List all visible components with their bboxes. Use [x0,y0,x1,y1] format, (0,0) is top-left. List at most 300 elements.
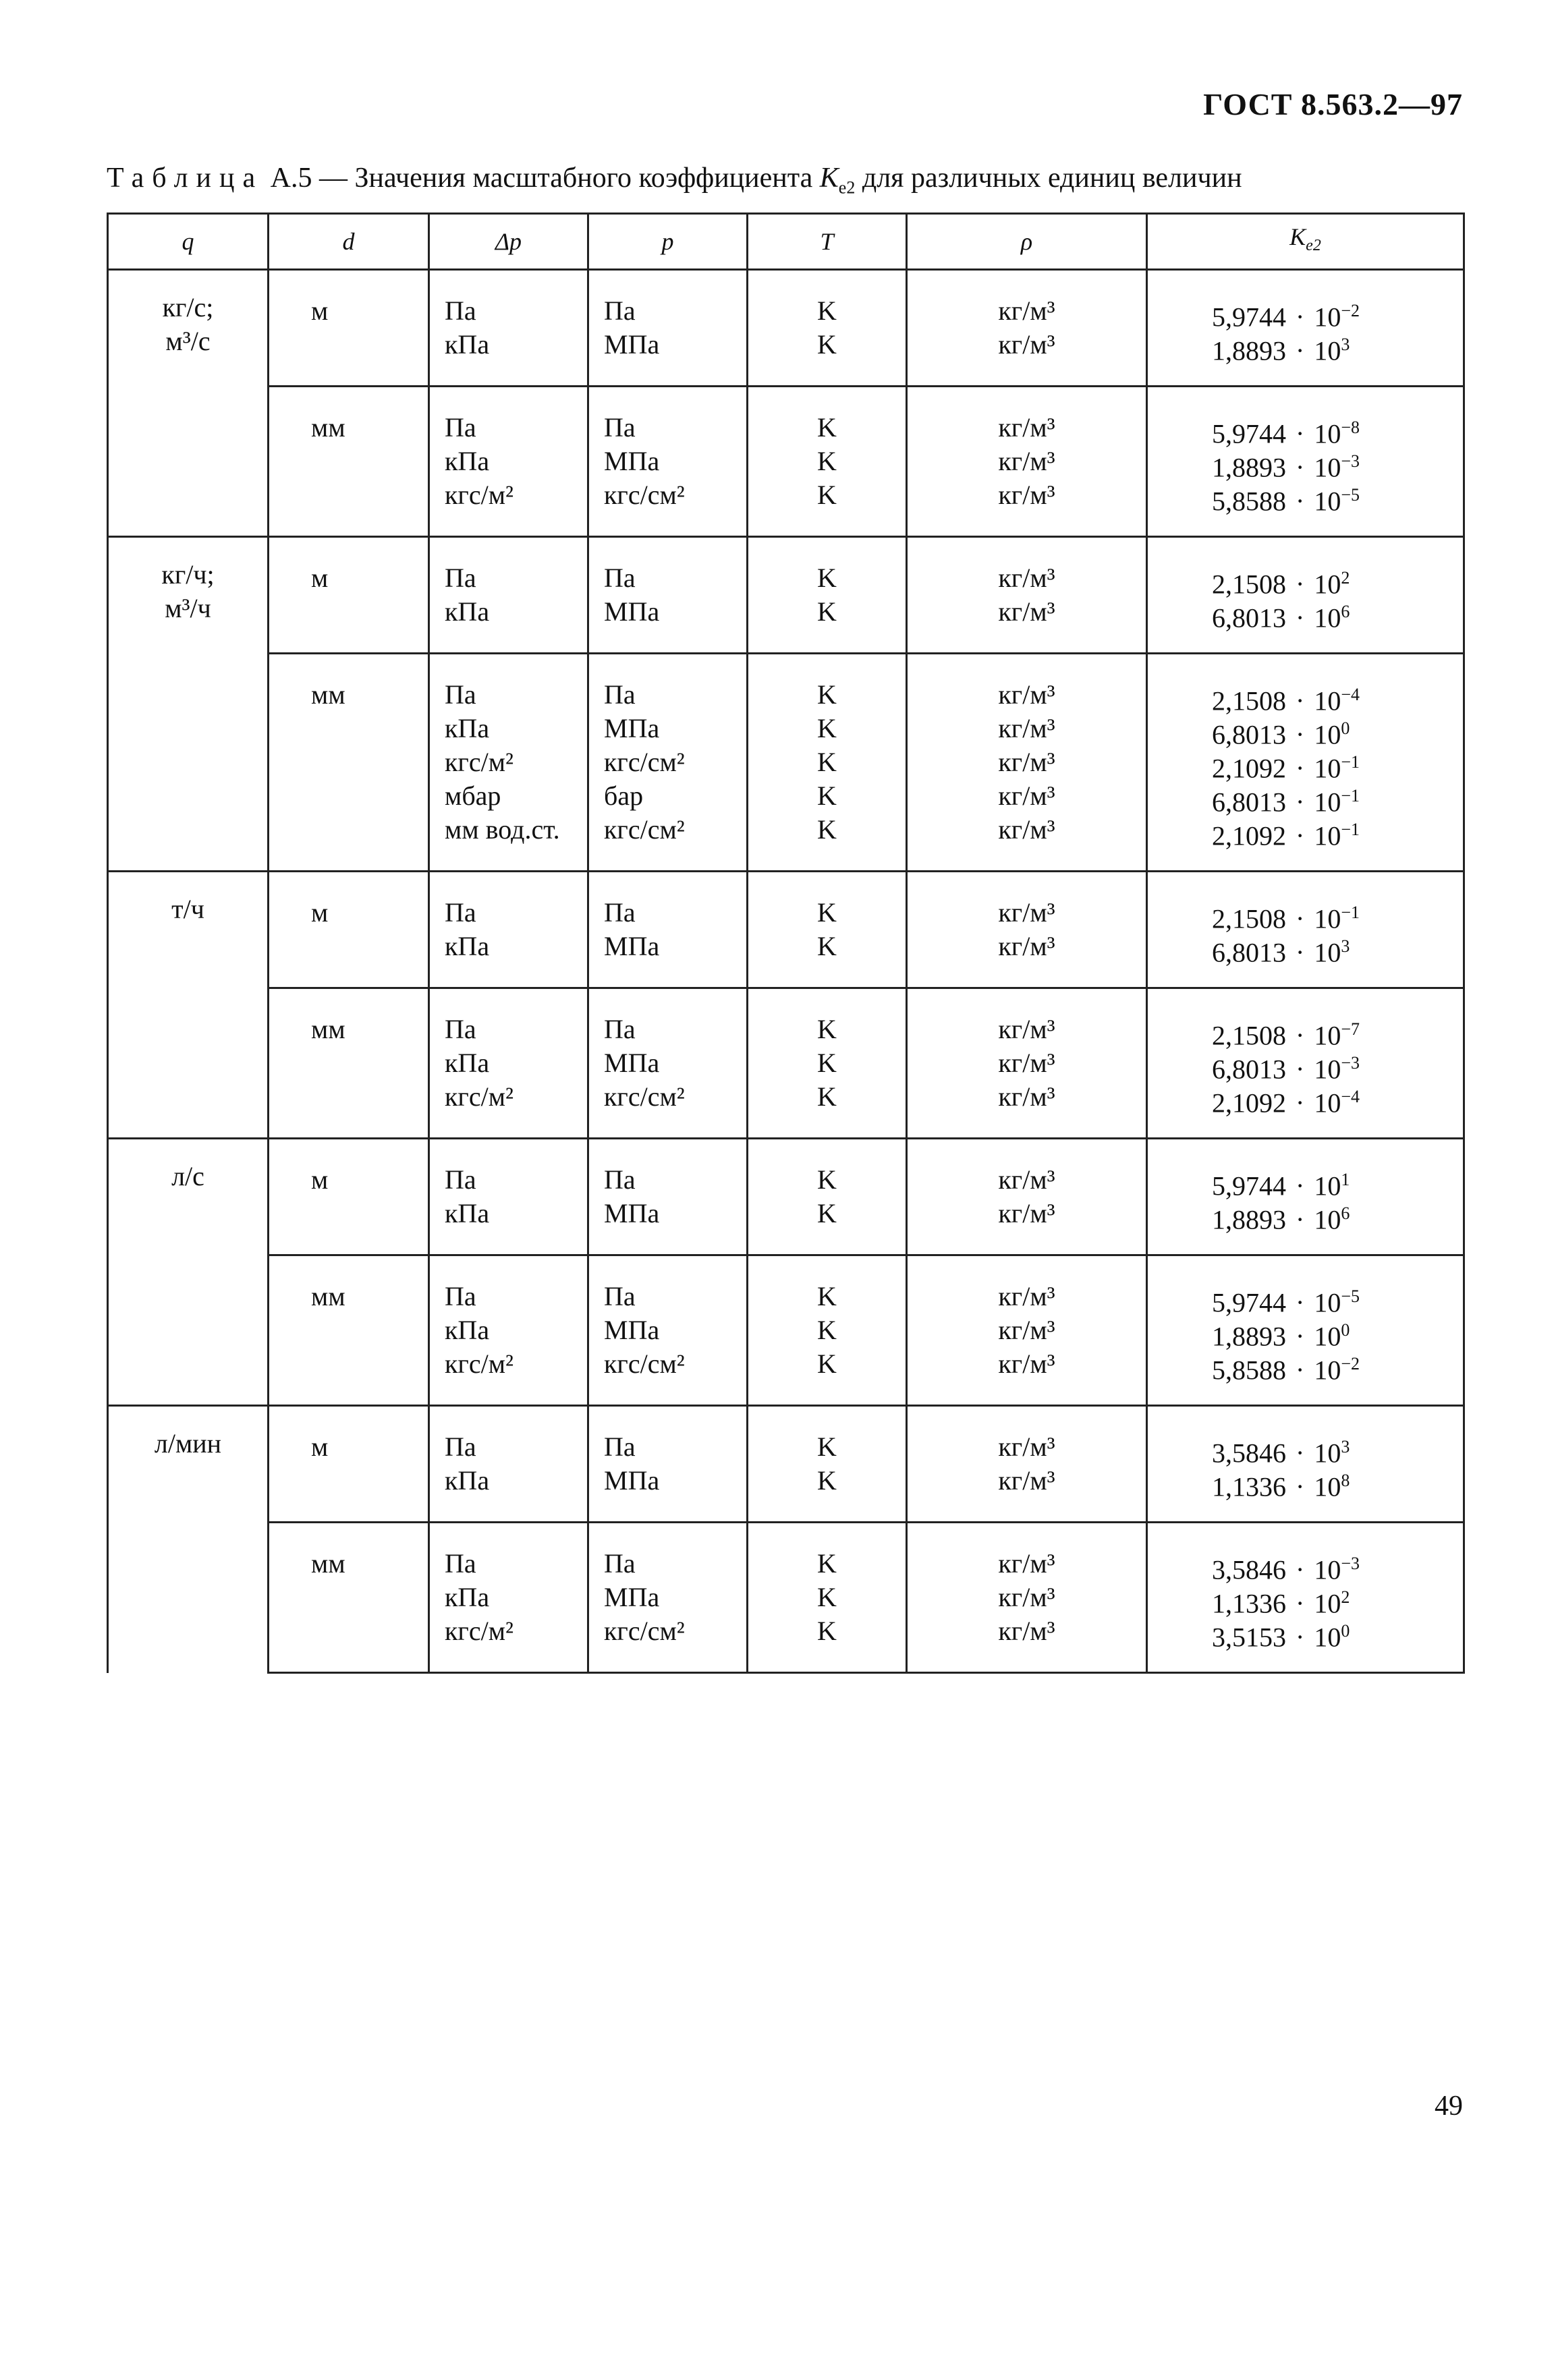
coefficient-mantissa: 6,8013 [1212,937,1286,968]
rho-unit: кг/м³ [998,781,1055,811]
rho-unit: кг/м³ [998,814,1055,845]
multiply-dot: · [1296,719,1305,750]
coefficient-base: 10 [1314,903,1341,934]
coefficient-value [1212,411,1463,449]
dp-unit: кгс/м² [445,1349,514,1379]
diameter-unit-cell [269,270,429,387]
coefficient-base: 10 [1314,685,1341,716]
coefficient-base: 10 [1314,1438,1341,1469]
t-unit: K [817,1349,837,1379]
multiply-dot: · [1296,1554,1305,1585]
dp-unit: кгс/м² [445,1081,514,1112]
p-unit: МПа [604,596,660,627]
coefficient-base: 10 [1314,486,1341,517]
dp-unit: Па [445,295,476,326]
coefficient-value [1212,1581,1463,1619]
coefficient-exponent: −2 [1341,1354,1360,1373]
coefficient-value [1212,1347,1463,1386]
coefficient-mantissa: 2,1508 [1212,569,1286,600]
coefficient-exponent: 3 [1341,335,1350,354]
coefficient-value [1212,712,1463,750]
t-unit: K [817,1198,837,1228]
t-unit: K [817,446,837,476]
multiply-dot: · [1296,1438,1305,1469]
caption-prefix: Таблица [107,163,264,194]
table-header-row [108,214,1464,270]
coefficient-base: 10 [1314,719,1341,750]
p-unit: МПа [604,1465,660,1496]
diameter-unit: мм [311,1548,345,1579]
multiply-dot: · [1296,418,1305,449]
coefficient-base: 10 [1314,1287,1341,1318]
t-unit: K [817,329,837,360]
coefficient-cell [1147,270,1464,387]
p-unit: Па [604,897,636,928]
flow-unit-cell [108,1406,269,1673]
t-unit: K [817,1432,837,1462]
multiply-dot: · [1296,1020,1305,1051]
coefficient-base: 10 [1314,452,1341,483]
table-row [108,537,1464,654]
rho-unit-cell [907,270,1147,387]
coefficient-exponent: −1 [1341,903,1360,922]
p-unit: кгс/см² [604,814,685,845]
header-ke-symbol: K [1289,223,1306,251]
coefficient-table [107,213,1465,1674]
coefficient-exponent: 6 [1341,1203,1350,1223]
diameter-unit-cell [269,1406,429,1523]
coefficient-value [1212,1430,1463,1469]
diameter-unit: мм [311,1014,345,1044]
p-unit-cell [588,1139,748,1255]
multiply-dot: · [1296,302,1305,333]
t-unit-cell [748,537,907,654]
p-unit: кгс/см² [604,480,685,510]
multiply-dot: · [1296,1321,1305,1352]
coefficient-exponent: 6 [1341,602,1350,621]
rho-unit: кг/м³ [998,480,1055,510]
coefficient-value [1212,1197,1463,1235]
coefficient-base: 10 [1314,820,1341,851]
rho-unit: кг/м³ [998,1616,1055,1646]
t-unit-cell [748,1523,907,1673]
dp-unit: кгс/м² [445,1616,514,1646]
diameter-unit: мм [311,1281,345,1311]
caption-number: А.5 [270,163,312,194]
coefficient-exponent: −1 [1341,786,1360,805]
coefficient-base: 10 [1314,1554,1341,1585]
coefficient-base: 10 [1314,1204,1341,1235]
diameter-unit-cell [269,1139,429,1255]
p-unit-cell [588,387,748,537]
t-unit: K [817,897,837,928]
rho-unit: кг/м³ [998,596,1055,627]
rho-unit: кг/м³ [998,1315,1055,1345]
rho-unit: кг/м³ [998,1048,1055,1078]
p-unit: МПа [604,1315,660,1345]
coefficient-value [1212,896,1463,934]
coefficient-exponent: −3 [1341,1554,1360,1573]
flow-unit-cell [108,872,269,1139]
t-unit: K [817,814,837,845]
header-t: T [748,214,907,270]
t-unit-cell [748,1255,907,1406]
table-row [108,1139,1464,1255]
dp-unit: кПа [445,713,490,743]
coefficient-exponent: 8 [1341,1471,1350,1490]
page-number: 49 [1435,2091,1463,2122]
multiply-dot: · [1296,787,1305,818]
coefficient-value [1212,595,1463,633]
rho-unit: кг/м³ [998,1164,1055,1195]
dp-unit: Па [445,1164,476,1195]
header-rho: ρ [907,214,1147,270]
p-unit: Па [604,412,636,443]
coefficient-mantissa: 5,9744 [1212,1170,1286,1201]
rho-unit: кг/м³ [998,446,1055,476]
t-unit: K [817,1048,837,1078]
p-unit: Па [604,1432,636,1462]
rho-unit: кг/м³ [998,563,1055,593]
coefficient-exponent: 3 [1341,936,1350,956]
dp-unit: кПа [445,1582,490,1612]
rho-unit-cell [907,537,1147,654]
table-row [108,270,1464,387]
t-unit-cell [748,1406,907,1523]
multiply-dot: · [1296,685,1305,716]
header-dp: Δp [429,214,588,270]
dp-unit-cell [429,1255,588,1406]
coefficient-mantissa: 5,9744 [1212,1287,1286,1318]
t-unit-cell [748,1139,907,1255]
dp-unit: кгс/м² [445,480,514,510]
rho-unit-cell [907,1406,1147,1523]
coefficient-exponent: −3 [1341,1053,1360,1073]
dp-unit: кгс/м² [445,747,514,777]
header-ke-sub: e2 [1306,237,1321,255]
dp-unit: Па [445,563,476,593]
coefficient-mantissa: 6,8013 [1212,1054,1286,1085]
coefficient-mantissa: 6,8013 [1212,602,1286,633]
coefficient-value [1212,561,1463,600]
t-unit: K [817,1315,837,1345]
p-unit: кгс/см² [604,1349,685,1379]
coefficient-exponent: −5 [1341,485,1360,505]
coefficient-cell [1147,654,1464,872]
coefficient-exponent: −4 [1341,685,1360,704]
rho-unit: кг/м³ [998,1548,1055,1579]
coefficient-mantissa: 6,8013 [1212,719,1286,750]
diameter-unit-cell [269,387,429,537]
multiply-dot: · [1296,903,1305,934]
coefficient-cell [1147,1139,1464,1255]
t-unit: K [817,1281,837,1311]
coefficient-base: 10 [1314,1355,1341,1386]
diameter-unit: мм [311,412,345,443]
rho-unit: кг/м³ [998,295,1055,326]
coefficient-base: 10 [1314,1471,1341,1502]
flow-unit: м³/ч [165,593,211,623]
multiply-dot: · [1296,1588,1305,1619]
diameter-unit: м [311,1164,329,1195]
coefficient-cell [1147,1523,1464,1673]
dp-unit: Па [445,1432,476,1462]
multiply-dot: · [1296,1204,1305,1235]
coefficient-base: 10 [1314,1087,1341,1118]
dp-unit: Па [445,1014,476,1044]
rho-unit-cell [907,1139,1147,1255]
dp-unit: кПа [445,596,490,627]
coefficient-value [1212,445,1463,483]
t-unit: K [817,412,837,443]
coefficient-value [1212,930,1463,968]
dp-unit: мбар [445,781,501,811]
dp-unit: мм вод.ст. [445,814,560,845]
multiply-dot: · [1296,1355,1305,1386]
coefficient-base: 10 [1314,1170,1341,1201]
coefficient-exponent: −2 [1341,301,1360,320]
flow-unit: л/с [171,1161,204,1191]
coefficient-value [1212,1464,1463,1502]
coefficient-base: 10 [1314,753,1341,784]
rho-unit: кг/м³ [998,1465,1055,1496]
multiply-dot: · [1296,1087,1305,1118]
table-row [108,872,1464,988]
p-unit: МПа [604,1198,660,1228]
table-caption [107,162,1242,198]
caption-dash: — [318,163,348,194]
header-d: d [269,214,429,270]
coefficient-mantissa: 2,1508 [1212,1020,1286,1051]
caption-text-before: Значения масштабного коэффициента [354,163,813,194]
coefficient-value [1212,1046,1463,1085]
table-row [108,1255,1464,1406]
diameter-unit-cell [269,988,429,1139]
p-unit-cell [588,537,748,654]
rho-unit: кг/м³ [998,747,1055,777]
coefficient-value [1212,328,1463,366]
t-unit: K [817,563,837,593]
coefficient-value [1212,779,1463,818]
dp-unit: Па [445,1548,476,1579]
header-q: q [108,214,269,270]
dp-unit-cell [429,1523,588,1673]
dp-unit-cell [429,270,588,387]
coefficient-mantissa: 2,1508 [1212,685,1286,716]
t-unit: K [817,480,837,510]
coefficient-cell [1147,387,1464,537]
table-row [108,1406,1464,1523]
t-unit: K [817,747,837,777]
coefficient-value [1212,294,1463,333]
rho-unit: кг/м³ [998,1432,1055,1462]
coefficient-mantissa: 1,8893 [1212,335,1286,366]
dp-unit-cell [429,387,588,537]
rho-unit: кг/м³ [998,931,1055,961]
coefficient-mantissa: 2,1092 [1212,820,1286,851]
multiply-dot: · [1296,1622,1305,1653]
coefficient-exponent: 2 [1341,568,1350,588]
t-unit: K [817,1465,837,1496]
coefficient-cell [1147,537,1464,654]
p-unit-cell [588,1523,748,1673]
coefficient-cell [1147,1406,1464,1523]
coefficient-exponent: −7 [1341,1019,1360,1039]
diameter-unit: мм [311,679,345,710]
coefficient-value [1212,678,1463,716]
t-unit: K [817,1582,837,1612]
dp-unit: кПа [445,446,490,476]
p-unit: Па [604,1281,636,1311]
t-unit: K [817,1548,837,1579]
p-unit: МПа [604,329,660,360]
p-unit: кгс/см² [604,1616,685,1646]
flow-unit: т/ч [171,894,204,924]
coefficient-mantissa: 3,5153 [1212,1622,1286,1653]
coefficient-base: 10 [1314,1588,1341,1619]
coefficient-base: 10 [1314,569,1341,600]
coefficient-mantissa: 5,9744 [1212,418,1286,449]
coefficient-base: 10 [1314,1622,1341,1653]
t-unit: K [817,1081,837,1112]
caption-symbol: K [819,163,839,194]
t-unit-cell [748,988,907,1139]
multiply-dot: · [1296,1054,1305,1085]
coefficient-value [1212,1614,1463,1653]
coefficient-exponent: 2 [1341,1587,1350,1607]
flow-unit-cell [108,1139,269,1406]
dp-unit: Па [445,897,476,928]
coefficient-cell [1147,1255,1464,1406]
diameter-unit: м [311,295,329,326]
header-p: p [588,214,748,270]
t-unit: K [817,679,837,710]
coefficient-base: 10 [1314,937,1341,968]
coefficient-mantissa: 1,8893 [1212,1321,1286,1352]
coefficient-mantissa: 3,5846 [1212,1438,1286,1469]
coefficient-value [1212,1547,1463,1585]
rho-unit: кг/м³ [998,713,1055,743]
coefficient-exponent: −3 [1341,451,1360,471]
p-unit: Па [604,295,636,326]
rho-unit: кг/м³ [998,897,1055,928]
coefficient-exponent: 1 [1341,1170,1350,1189]
p-unit: МПа [604,713,660,743]
rho-unit-cell [907,654,1147,872]
coefficient-exponent: 0 [1341,1320,1350,1340]
coefficient-exponent: −1 [1341,752,1360,772]
coefficient-base: 10 [1314,602,1341,633]
table-body [108,270,1464,1673]
coefficient-value [1212,478,1463,517]
t-unit: K [817,295,837,326]
coefficient-exponent: 0 [1341,718,1350,738]
coefficient-mantissa: 1,1336 [1212,1471,1286,1502]
rho-unit: кг/м³ [998,1014,1055,1044]
multiply-dot: · [1296,569,1305,600]
dp-unit-cell [429,654,588,872]
rho-unit: кг/м³ [998,329,1055,360]
t-unit: K [817,1164,837,1195]
p-unit: МПа [604,931,660,961]
flow-unit: кг/с; [162,292,214,322]
flow-unit: м³/с [165,326,211,356]
t-unit: K [817,1014,837,1044]
rho-unit-cell [907,1255,1147,1406]
coefficient-mantissa: 6,8013 [1212,787,1286,818]
table-row [108,1523,1464,1673]
p-unit-cell [588,270,748,387]
coefficient-value [1212,813,1463,851]
coefficient-mantissa: 1,8893 [1212,1204,1286,1235]
p-unit: МПа [604,1582,660,1612]
rho-unit: кг/м³ [998,1281,1055,1311]
coefficient-base: 10 [1314,1321,1341,1352]
multiply-dot: · [1296,602,1305,633]
multiply-dot: · [1296,937,1305,968]
diameter-unit: м [311,897,329,928]
coefficient-base: 10 [1314,787,1341,818]
t-unit-cell [748,872,907,988]
diameter-unit-cell [269,1523,429,1673]
t-unit: K [817,1616,837,1646]
coefficient-mantissa: 5,8588 [1212,486,1286,517]
dp-unit: Па [445,412,476,443]
p-unit-cell [588,988,748,1139]
coefficient-mantissa: 1,8893 [1212,452,1286,483]
p-unit: бар [604,781,644,811]
coefficient-base: 10 [1314,302,1341,333]
multiply-dot: · [1296,335,1305,366]
coefficient-exponent: −8 [1341,418,1360,437]
multiply-dot: · [1296,820,1305,851]
t-unit-cell [748,387,907,537]
coefficient-mantissa: 1,1336 [1212,1588,1286,1619]
p-unit: Па [604,1014,636,1044]
coefficient-exponent: −1 [1341,820,1360,839]
coefficient-value [1212,1013,1463,1051]
rho-unit-cell [907,387,1147,537]
rho-unit: кг/м³ [998,1081,1055,1112]
coefficient-value [1212,1163,1463,1201]
p-unit: Па [604,1548,636,1579]
diameter-unit-cell [269,1255,429,1406]
p-unit: кгс/см² [604,1081,685,1112]
p-unit-cell [588,872,748,988]
t-unit: K [817,713,837,743]
dp-unit: кПа [445,1465,490,1496]
coefficient-cell [1147,988,1464,1139]
table-row [108,387,1464,537]
standard-header: ГОСТ 8.563.2—97 [1203,87,1463,121]
coefficient-mantissa: 5,8588 [1212,1355,1286,1386]
dp-unit: Па [445,679,476,710]
coefficient-mantissa: 2,1508 [1212,903,1286,934]
coefficient-value [1212,745,1463,784]
coefficient-exponent: 3 [1341,1437,1350,1456]
dp-unit-cell [429,988,588,1139]
coefficient-value [1212,1280,1463,1318]
dp-unit-cell [429,537,588,654]
dp-unit: Па [445,1281,476,1311]
dp-unit: кПа [445,1048,490,1078]
rho-unit: кг/м³ [998,1349,1055,1379]
multiply-dot: · [1296,753,1305,784]
rho-unit: кг/м³ [998,679,1055,710]
flow-unit: л/мин [154,1428,222,1458]
caption-text-after: для различных единиц величин [862,163,1242,194]
dp-unit: кПа [445,329,490,360]
